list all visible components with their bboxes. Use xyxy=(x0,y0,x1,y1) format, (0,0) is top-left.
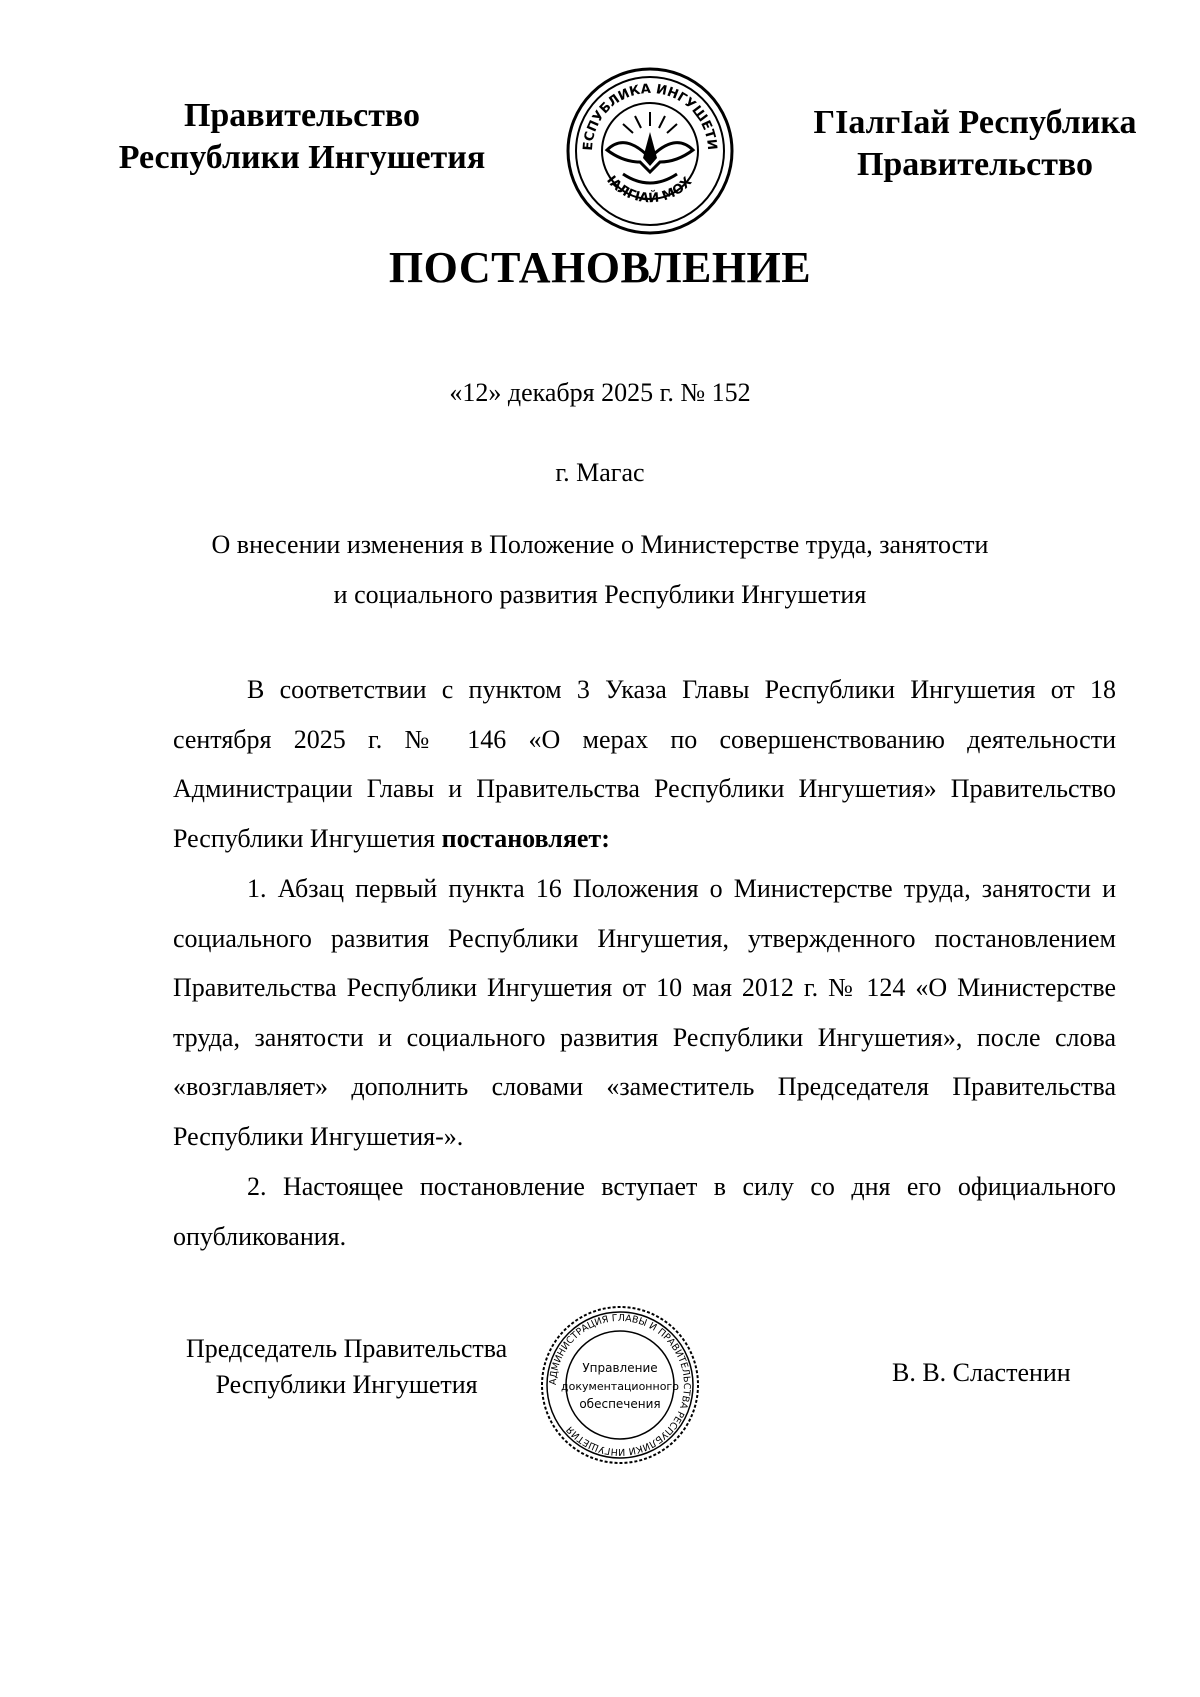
document-title: ПОСТАНОВЛЕНИЕ xyxy=(388,243,812,292)
header-right-line1: ГIалгIай Республика xyxy=(813,104,1137,141)
emblem-icon xyxy=(565,66,735,236)
coat-of-arms-emblem xyxy=(565,66,735,236)
subject-line2: и социального развития Республики Ингушетия xyxy=(333,580,867,609)
body-paragraph-2: 2. Настоящее постановление вступает в силу со дня его официального опубликования. xyxy=(173,1172,1116,1251)
stamp-ring-text: АДМИНИСТРАЦИЯ ГЛАВЫ И ПРАВИТЕЛЬСТВА РЕСПУБЛИКИ ИНГУШЕТИЯ xyxy=(547,1312,693,1458)
signatory-position xyxy=(186,1331,507,1403)
header-left-title xyxy=(92,95,512,179)
emblem-text-top: ЕСПУБЛИКА ИНГУШЕТИ xyxy=(580,81,720,152)
preamble-text: В соответствии с пунктом 3 Указа Главы Республики Ингушетия от 18 сентября 2025 г. № 146 «О мерах по совершенствованию деятельности Администрации Главы и Правительства Республики Ингушетия» Правительство Республики Ингушетия xyxy=(173,675,1116,853)
header-left-line2: Республики Ингушетия xyxy=(118,139,486,176)
signatory-name: В. В. Сластенин xyxy=(892,1358,1071,1387)
stamp-line2: документационного xyxy=(561,1380,679,1393)
subject-line1: О внесении изменения в Положение о Министерстве труда, занятости xyxy=(211,530,989,559)
signatory-position-line1: Председатель Правительства xyxy=(186,1334,508,1363)
date-number-line: «12» декабря 2025 г. № 152 xyxy=(449,378,751,407)
official-stamp xyxy=(535,1300,705,1470)
header-right-line2: Правительство xyxy=(856,146,1094,183)
body-paragraph-1: 1. Абзац первый пункта 16 Положения о Министерстве труда, занятости и социального развития Республики Ингушетия, утвержденного постановлением Правительства Республики Ингушетия от 10 мая 2012 г. № 124 «О Министерстве труда, занятости и социального развития Республики Ингушетия», после слова «возглавляет» дополнить словами «заместитель Председателя Правительства Республики Ингушетия-». xyxy=(173,874,1116,1151)
header-right-title xyxy=(775,102,1175,186)
document-subject xyxy=(0,520,1200,620)
body-paragraph-preamble xyxy=(173,665,1116,863)
preamble-resolves: постановляет: xyxy=(441,823,610,853)
header-left-line1: Правительство xyxy=(183,97,421,134)
signatory-position-line2: Республики Ингушетия xyxy=(215,1370,478,1399)
stamp-line3: обеспечения xyxy=(579,1397,661,1411)
emblem-text-bottom: IАЛГIАЙ МОХ xyxy=(603,173,696,207)
city-line: г. Магас xyxy=(555,458,645,487)
stamp-seal-icon xyxy=(535,1300,705,1470)
stamp-line1: Управление xyxy=(582,1361,658,1375)
